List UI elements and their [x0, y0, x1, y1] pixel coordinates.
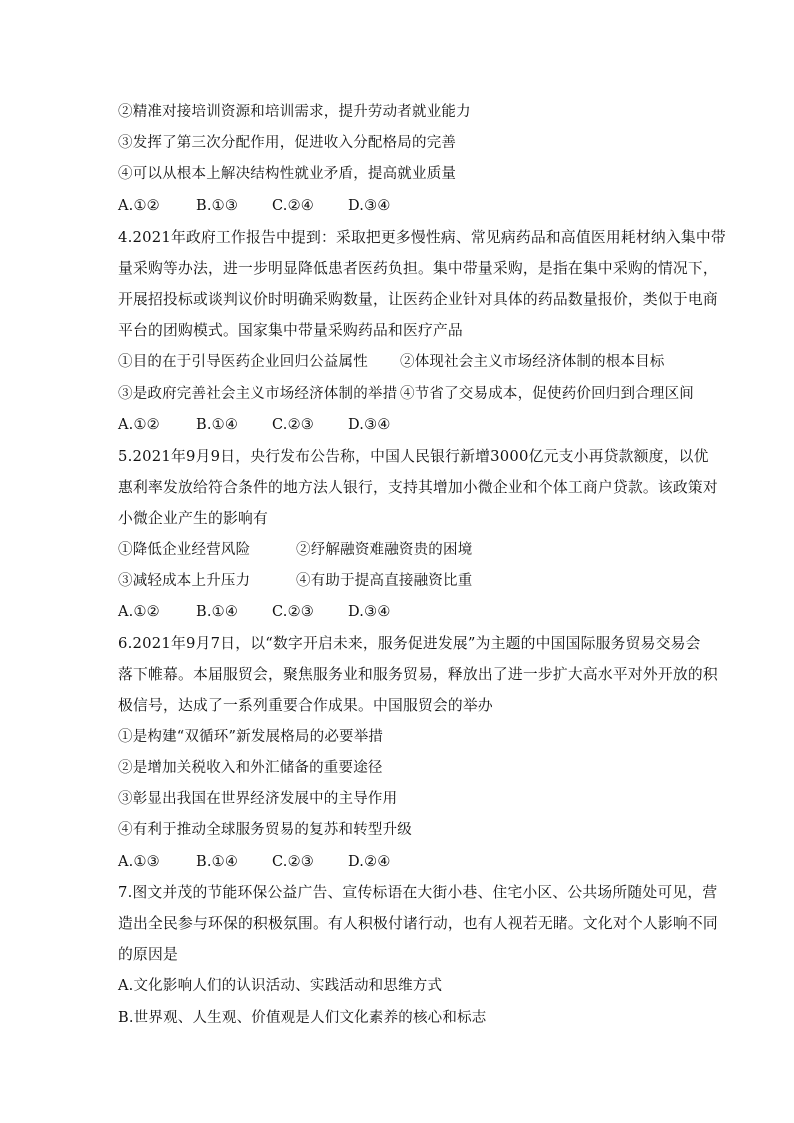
q3-option-2: ②精准对接培训资源和培训需求，提升劳动者就业能力 [118, 104, 471, 120]
q6-option-3: ③彰显出我国在世界经济发展中的主导作用 [118, 791, 398, 807]
q4-choice-c: C.②③ [272, 417, 314, 433]
q4-option-1: ①目的在于引导医药企业回归公益属性 [118, 354, 368, 370]
q5-options-row-2 [118, 571, 472, 591]
q3-choice-c: C.②④ [272, 198, 314, 214]
q4-choice-b: B.①④ [196, 417, 239, 433]
q5-stem-line-1: 5.2021年9月9日，央行发布公告称，中国人民银行新增3000亿元支小再贷款额度，以优 [118, 448, 709, 465]
q6-choice-d: D.②④ [348, 854, 391, 870]
q6-choice-c: C.②③ [272, 854, 314, 870]
q6-stem-line-1: 6.2021年9月7日，以“数字开启未来，服务促进发展”为主题的中国国际服务贸易交易会 [118, 635, 701, 652]
q5-option-1: ①降低企业经营风险 [118, 542, 251, 558]
q5-option-2: ②纾解融资难融资贵的困境 [296, 542, 473, 558]
q6-choice-b: B.①④ [196, 854, 239, 870]
q6-stem-line-2: 落下帷幕。本届服贸会，聚焦服务业和服务贸易，释放出了进一步扩大高水平对外开放的积 [118, 666, 718, 683]
q5-option-4: ④有助于提高直接融资比重 [296, 573, 473, 589]
q5-choice-d: D.③④ [348, 604, 391, 620]
q4-option-2: ②体现社会主义市场经济体制的根本目标 [400, 354, 665, 370]
q6-choice-a: A.①③ [118, 854, 160, 870]
q5-choices [118, 602, 391, 622]
q4-option-4: ④节省了交易成本，促使药价回归到合理区间 [400, 386, 694, 402]
q3-choice-d: D.③④ [348, 198, 391, 214]
q5-choice-a: A.①② [118, 604, 160, 620]
q4-choice-a: A.①② [118, 417, 160, 433]
q7-stem-line-2: 造出全民参与环保的积极氛围。有人积极付诸行动，也有人视若无睹。文化对个人影响不同 [118, 915, 718, 932]
q4-stem-line-2: 量采购等办法，进一步明显降低患者医药负担。集中带量采购，是指在集中采购的情况下， [118, 260, 718, 277]
q4-stem-line-4: 平台的团购模式。国家集中带量采购药品和医疗产品 [118, 322, 463, 339]
q4-options-row-1 [118, 352, 665, 372]
q4-stem-line-3: 开展招投标或谈判议价时明确采购数量，让医药企业针对具体的药品数量报价，类似于电商 [118, 291, 718, 308]
q5-choice-c: C.②③ [272, 604, 314, 620]
q4-choices [118, 415, 391, 435]
q4-option-3: ③是政府完善社会主义市场经济体制的举措 [118, 386, 398, 402]
q5-stem-line-3: 小微企业产生的影响有 [118, 510, 268, 527]
q3-choice-a: A.①② [118, 198, 160, 214]
q5-choice-b: B.①④ [196, 604, 239, 620]
q6-option-4: ④有利于推动全球服务贸易的复苏和转型升级 [118, 822, 412, 838]
q3-option-3: ③发挥了第三次分配作用，促进收入分配格局的完善 [118, 135, 457, 151]
q6-choices [118, 852, 391, 872]
q4-choice-d: D.③④ [348, 417, 391, 433]
q4-options-row-2 [118, 384, 694, 404]
q7-option-b: B.世界观、人生观、价值观是人们文化素养的核心和标志 [118, 1010, 487, 1026]
q7-stem-line-1: 7.图文并茂的节能环保公益广告、宣传标语在大街小巷、住宅小区、公共场所随处可见，营 [118, 884, 718, 901]
q4-stem-line-1: 4.2021年政府工作报告中提到：采取把更多慢性病、常见病药品和高值医用耗材纳入集中带 [118, 229, 726, 246]
q7-option-a: A.文化影响人们的认识活动、实践活动和思维方式 [118, 978, 443, 994]
q6-option-2: ②是增加关税收入和外汇储备的重要途径 [118, 760, 383, 776]
q7-stem-line-3: 的原因是 [118, 946, 178, 963]
q3-option-4: ④可以从根本上解决结构性就业矛盾，提高就业质量 [118, 166, 457, 182]
q5-options-row-1 [118, 540, 472, 560]
q5-option-3: ③减轻成本上升压力 [118, 573, 251, 589]
q6-option-1: ①是构建“双循环”新发展格局的必要举措 [118, 729, 384, 745]
q6-stem-line-3: 极信号，达成了一系列重要合作成果。中国服贸会的举办 [118, 697, 493, 714]
q5-stem-line-2: 惠利率发放给符合条件的地方法人银行，支持其增加小微企业和个体工商户贷款。该政策对 [118, 479, 718, 496]
q3-choices [118, 196, 391, 216]
q3-choice-b: B.①③ [196, 198, 239, 214]
